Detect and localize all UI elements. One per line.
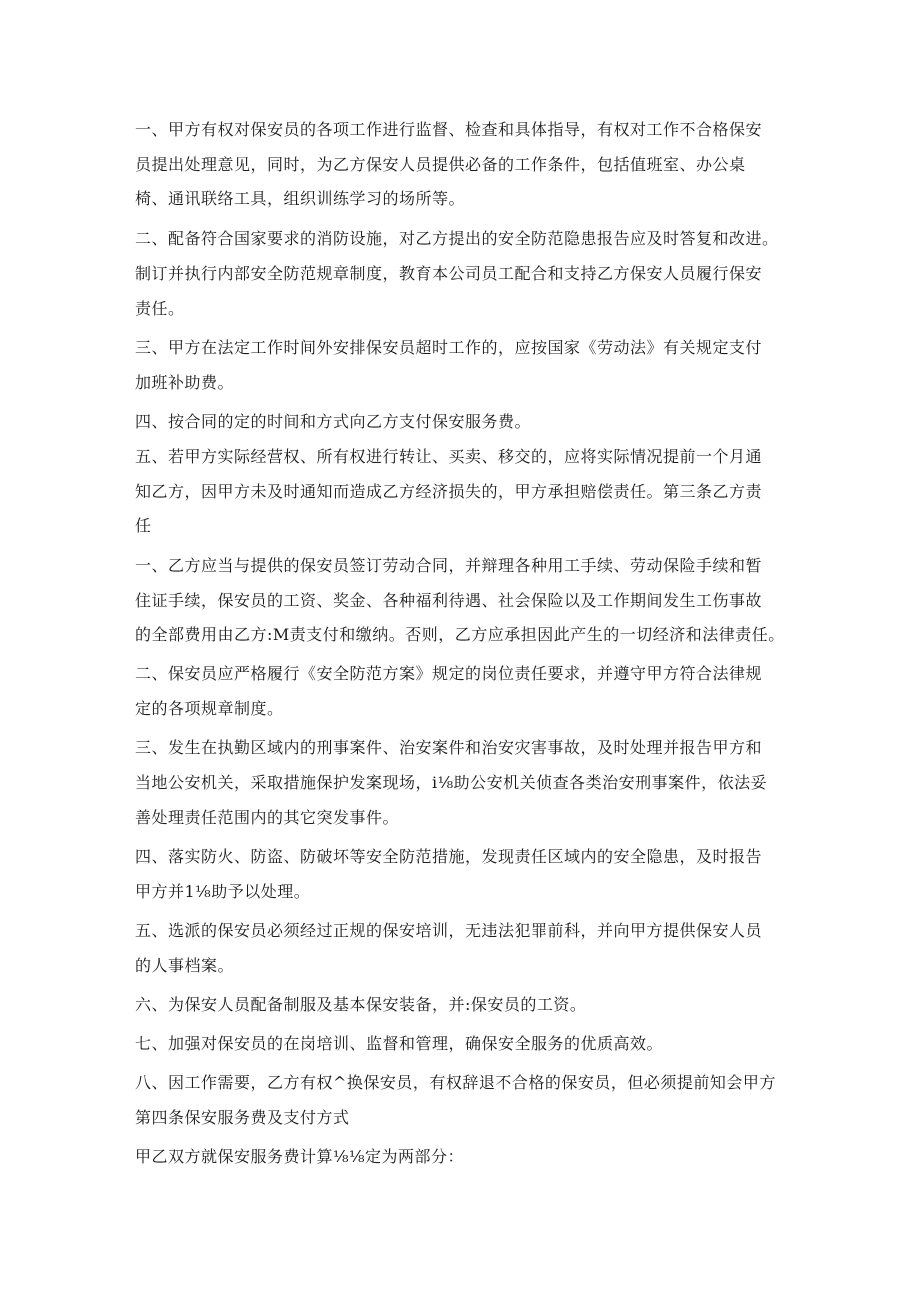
text-line: 任 bbox=[135, 516, 152, 535]
text-line: 知乙方，因甲方未及时通知而造成乙方经济损失的，甲方承担赔偿责任。第三条乙方责 bbox=[135, 482, 763, 501]
text-line: 一、甲方有权对保安员的各项工作进行监督、检查和具体指导，有权对工作不合格保安 bbox=[135, 120, 763, 139]
text-line: 四、按合同的定的时间和方式向乙方支付保安服务费。 bbox=[135, 412, 532, 431]
text-line: 七、加强对保安员的在岗培训、监督和管理，确保安全服务的优质高效。 bbox=[135, 1034, 664, 1053]
text-line: 六、为保安人员配备制服及基本保安装备，并:保安员的工资。 bbox=[135, 995, 587, 1014]
text-line: 四、落实防火、防盗、防破坏等安全防范措施，发现责任区域内的安全隐患，及时报告 bbox=[135, 847, 763, 866]
text-line: 甲乙双方就保安服务费计算⅛⅛定为两部分： bbox=[135, 1147, 465, 1166]
text-line: 善处理责任范围内的其它突发事件。 bbox=[135, 808, 400, 827]
text-line: 八、因工作需要，乙方有权^换保安员，有权辞退不合格的保安员，但必须提前知会甲方 bbox=[135, 1073, 776, 1092]
text-line: 第四条保安服务费及支付方式 bbox=[135, 1108, 350, 1127]
text-line: 五、若甲方实际经营权、所有权进行转让、买卖、移交的，应将实际情况提前一个月通 bbox=[135, 447, 763, 466]
text-line: 的人事档案。 bbox=[135, 956, 235, 975]
text-line: 制订并执行内部安全防范规章制度，教育本公司员工配合和支持乙方保安人员履行保安 bbox=[135, 264, 763, 283]
text-line: 的全部费用由乙方:M责支付和缴纳。否则，乙方应承担因此产生的一切经济和法律责任。 bbox=[135, 625, 785, 644]
text-line: 员提出处理意见，同时，为乙方保安人员提供必备的工作条件，包括值班室、办公桌 bbox=[135, 155, 746, 174]
text-line: 三、甲方在法定工作时间外安排保安员超时工作的，应按国家《劳动法》有关规定支付 bbox=[135, 338, 763, 357]
text-line: 三、发生在执勤区域内的刑事案件、治安案件和治安灾害事故，及时处理并报告甲方和 bbox=[135, 738, 763, 757]
text-line: 二、保安员应严格履行《安全防范方案》规定的岗位责任要求，并遵守甲方符合法律规 bbox=[135, 664, 763, 683]
text-line: 定的各项规章制度。 bbox=[135, 699, 284, 718]
text-line: 住证手续，保安员的工资、奖金、各种福利待遇、社会保险以及工作期间发生工伤事故 bbox=[135, 591, 763, 610]
text-line: 加班补助费。 bbox=[135, 373, 235, 392]
text-line: 椅、通讯联络工具，组织训练学习的场所等。 bbox=[135, 189, 466, 208]
text-line: 五、选派的保安员必须经过正规的保安培训，无违法犯罪前科，并向甲方提供保安人员 bbox=[135, 921, 763, 940]
text-line: 一、乙方应当与提供的保安员签订劳动合同，并辩理各种用工手续、劳动保险手续和暂 bbox=[135, 556, 763, 575]
text-line: 当地公安机关，采取措施保护发案现场，i⅛助公安机关侦查各类治安刑事案件，依法妥 bbox=[135, 773, 768, 792]
text-line: 责任。 bbox=[135, 299, 185, 318]
text-line: 二、配备符合国家要求的消防设施，对乙方提出的安全防范隐患报告应及时答复和改进。 bbox=[135, 229, 779, 248]
text-line: 甲方并1⅛助予以处理。 bbox=[135, 882, 311, 901]
